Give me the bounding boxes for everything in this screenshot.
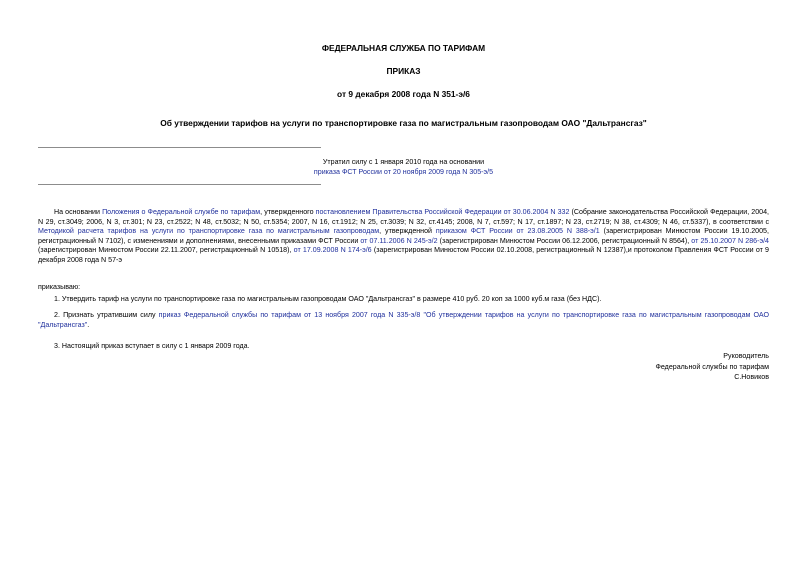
document-type: ПРИКАЗ <box>386 66 421 76</box>
item-3 <box>38 342 769 352</box>
status-divider-top <box>38 147 321 148</box>
signatory-title-2: Федеральной службы по тарифам <box>655 363 769 371</box>
order-174-link[interactable]: от 17.09.2008 N 174-э/6 <box>293 246 372 255</box>
item-1 <box>38 295 769 305</box>
repealed-order-335-link[interactable]: приказ Федеральной службы по тарифам от 13 ноября 2007 года N 335-э/8 "Об утверждении тарифов на услуги по транспортировке газа по магистральным газопроводам ОАО "Дальтрансгаз" <box>38 311 769 329</box>
item-2-text-1: 2. Признать утратившим силу <box>54 311 159 319</box>
organization-title: ФЕДЕРАЛЬНАЯ СЛУЖБА ПО ТАРИФАМ <box>321 43 486 53</box>
item-2-text-2: . <box>87 320 90 329</box>
preamble-paragraph <box>38 208 769 266</box>
preamble-text-3: (Собрание законодательства Российской Федерации, 2004, N 29, ст.3049; 2006, N 3, ст.301; N 23, ст.2522; N 48, ст.5032; N 50, ст.5354; 2007, N 16, ст.1912; N 25, ст.3039; N 32, ст.4145; 2008, N 7, ст.597; N 17, ст.1897; N 23, ст.2719; N 38, ст.4309; N 46, ст.5337), в соответствии с <box>38 208 770 226</box>
preamble-text-1: На основании <box>54 208 103 216</box>
fst-regulation-link[interactable]: Положения о Федеральной службе по тарифам <box>102 208 261 216</box>
preamble-text-7: (зарегистрирован Минюстом России 22.11.2007, регистрационный N 10518), <box>38 246 294 255</box>
order-286-link[interactable]: от 25.10.2007 N 286-э/4 <box>691 236 770 245</box>
preamble-text-8: (зарегистрирован Минюстом России 02.10.2008, регистрационный N 12387),и протоколом Правления ФСТ России от 9 декабря 2008 года N 57-э <box>38 246 770 264</box>
preamble-text-2: , утвержденного <box>260 208 316 216</box>
tariff-method-link[interactable]: Методикой расчета тарифов на услуги по транспортировке газа по магистральным газопроводам <box>38 227 380 236</box>
item-2 <box>38 311 769 330</box>
preamble-text-6: (зарегистрирован Минюстом России 06.12.2006, регистрационный N 8564), <box>437 236 692 245</box>
repeal-note-link-line <box>0 168 807 178</box>
order-word: приказываю: <box>38 283 81 291</box>
preamble-text-5: (зарегистрирован Минюстом России 19.10.2005, регистрационный N 7102), с изменениями и дополнениями, внесенными приказами ФСТ России <box>38 227 769 245</box>
order-388-link[interactable]: приказом ФСТ России от 23.08.2005 N 388-э/1 <box>435 227 600 236</box>
government-decree-link[interactable]: постановлением Правительства Российской Федерации от 30.06.2004 N 332 <box>315 208 570 216</box>
repeal-order-link[interactable]: приказа ФСТ России от 20 ноября 2009 года N 305-э/5 <box>313 168 494 176</box>
signatory-name: С.Новиков <box>734 373 769 381</box>
item-1-text: 1. Утвердить тариф на услуги по транспортировке газа по магистральным газопроводам ОАО "Дальтрансгаз" в размере 410 руб. 20 коп за 1000 куб.м газа (без НДС). <box>54 295 602 303</box>
preamble-text-4: , утвержденной <box>379 227 436 236</box>
signatory-title-1: Руководитель <box>723 352 769 360</box>
item-3-text: 3. Настоящий приказ вступает в силу с 1 января 2009 года. <box>54 342 250 350</box>
order-245-link[interactable]: от 07.11.2006 N 245-э/2 <box>360 236 438 245</box>
repeal-note: Утратил силу с 1 января 2010 года на основании <box>322 158 485 166</box>
document-subject: Об утверждении тарифов на услуги по транспортировке газа по магистральным газопроводам ОАО "Дальтрансгаз" <box>160 118 647 128</box>
document-date-number: от 9 декабря 2008 года N 351-э/6 <box>337 89 470 99</box>
status-divider-bottom <box>38 184 321 185</box>
